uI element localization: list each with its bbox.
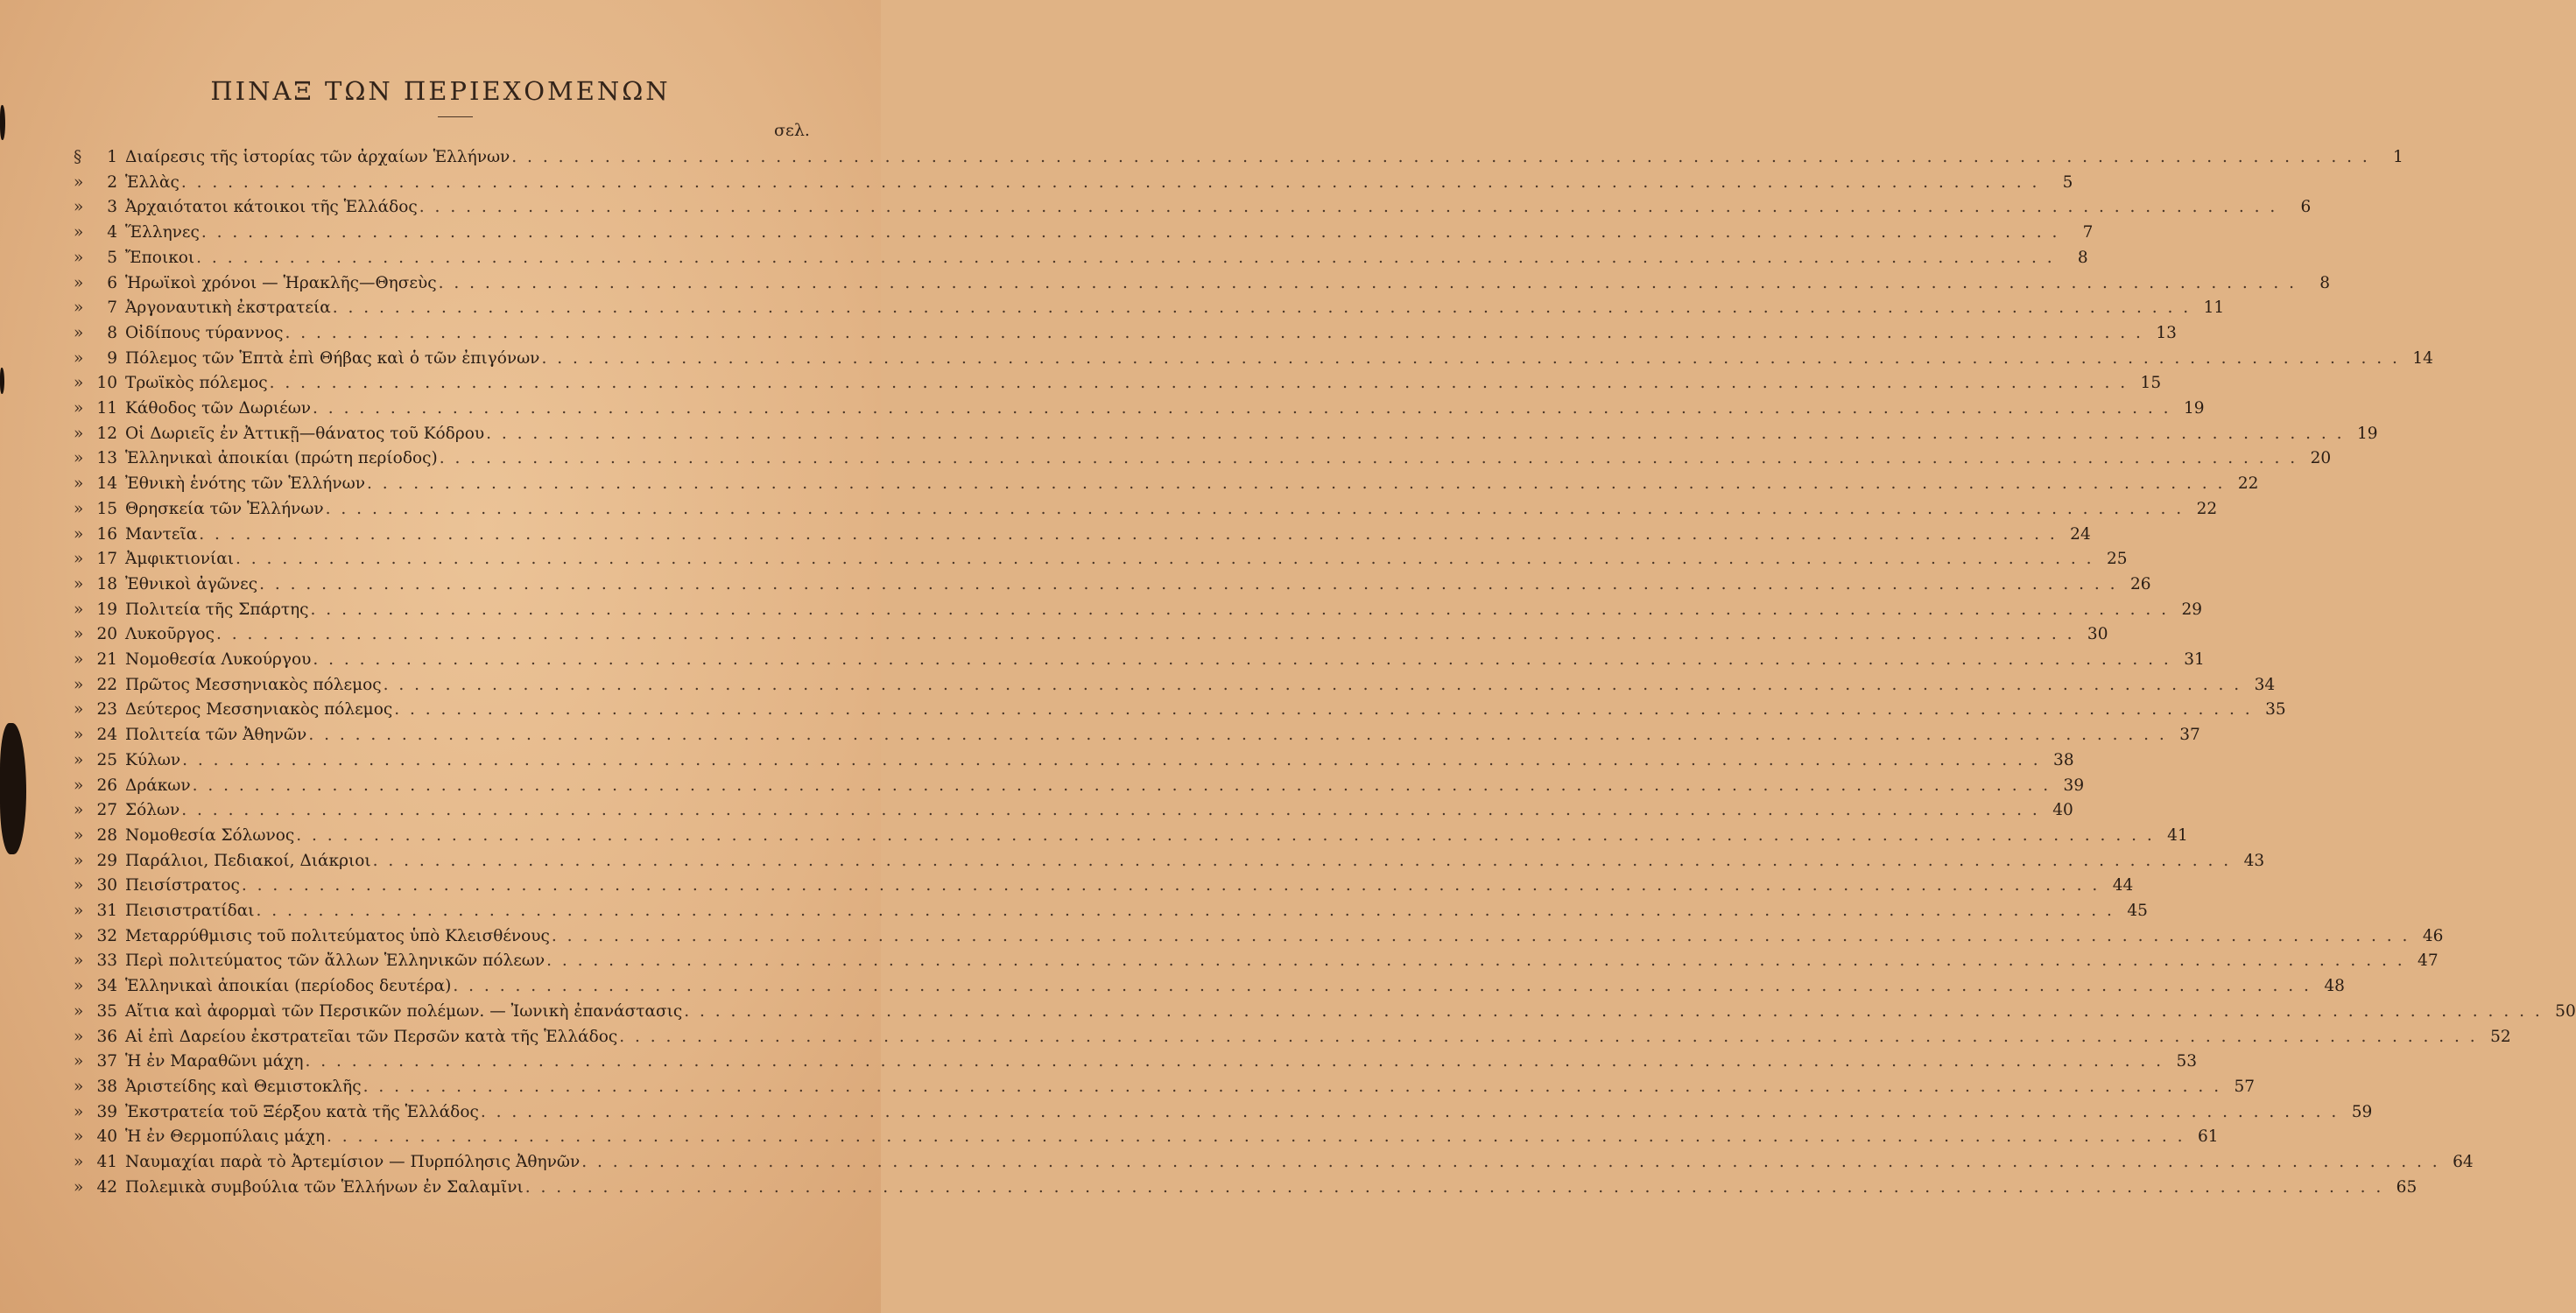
dot-leader: . . . . . . . . . . . . . . . . . . . . . . . . . . . . . . . . . . . . . . . . . . . . . . . . . . . . . . . . . . . . . . . . . . . . . . . . . . . . . . . . . . . . . . . . . . . . . . . . . . . . . . . . . . . . . . . . . . . . . . . . — [362, 1077, 2222, 1096]
toc-entry — [0, 1100, 2373, 1125]
ditto-mark: » — [74, 323, 84, 342]
toc-entry-number: 38 — [96, 1077, 117, 1096]
dot-leader: . . . . . . . . . . . . . . . . . . . . . . . . . . . . . . . . . . . . . . . . . . . . . . . . . . . . . . . . . . . . . . . . . . . . . . . . . . . . . . . . . . . . . . . . . . . . . . . . . . . . . . . . . . . . . . . . . . . . . . . . — [546, 951, 2405, 971]
toc-entry-line — [125, 748, 2074, 773]
toc-entry-page: 5 — [2062, 172, 2073, 192]
toc-entry — [0, 974, 2345, 999]
toc-entry-page: 1 — [2392, 148, 2404, 166]
ditto-mark: » — [74, 700, 84, 720]
toc-entry-title: Ἑλληνικαὶ ἀποικίαι (πρώτη περίοδος) — [125, 449, 438, 468]
toc-entry-number: 13 — [96, 449, 117, 468]
toc-entry-title: Παράλιοι, Πεδιακοί, Διάκριοι — [125, 851, 371, 870]
toc-entry — [0, 446, 2332, 471]
toc-entry-number: 27 — [96, 801, 117, 820]
dot-leader: . . . . . . . . . . . . . . . . . . . . . . . . . . . . . . . . . . . . . . . . . . . . . . . . . . . . . . . . . . . . . . . . . . . . . . . . . . . . . . . . . . . . . . . . . . . . . . . . . . . . . . . . . . . . . . . . . . . . . . . . — [305, 1052, 2164, 1071]
toc-entry-line — [125, 949, 2439, 973]
toc-entry-line — [125, 1176, 2418, 1200]
toc-entry-number: 1 — [107, 148, 117, 166]
ditto-mark: » — [74, 801, 84, 820]
toc-entry — [0, 371, 2162, 396]
toc-entry-title: Πολιτεία τῶν Ἀθηνῶν — [125, 726, 307, 745]
toc-entry-number: 30 — [96, 876, 117, 895]
dot-leader: . . . . . . . . . . . . . . . . . . . . . . . . . . . . . . . . . . . . . . . . . . . . . . . . . . . . . . . . . . . . . . . . . . . . . . . . . . . . . . . . . . . . . . . . . . . . . . . . . . . . . . . . . . . . . . . . . . . . . . . . — [259, 574, 2118, 593]
dot-leader: . . . . . . . . . . . . . . . . . . . . . . . . . . . . . . . . . . . . . . . . . . . . . . . . . . . . . . . . . . . . . . . . . . . . . . . . . . . . . . . . . . . . . . . . . . . . . . . . . . . . . . . . . . . . . . . . . . . . . . . . — [181, 801, 2040, 820]
toc-entry-title: Πόλεμος τῶν Ἑπτὰ ἐπὶ Θήβας καὶ ὁ τῶν ἐπιγόνων — [125, 348, 540, 368]
dot-leader: . . . . . . . . . . . . . . . . . . . . . . . . . . . . . . . . . . . . . . . . . . . . . . . . . . . . . . . . . . . . . . . . . . . . . . . . . . . . . . . . . . . . . . . . . . . . . . . . . . . . . . . . . . . . . . . . . . . . . . . . — [581, 1153, 2440, 1171]
page-damage-stain — [0, 105, 5, 140]
dot-leader: . . . . . . . . . . . . . . . . . . . . . . . . . . . . . . . . . . . . . . . . . . . . . . . . . . . . . . . . . . . . . . . . . . . . . . . . . . . . . . . . . . . . . . . . . . . . . . . . . . . . . . . . . . . . . . . . . . . . . . . . — [684, 1001, 2543, 1021]
dot-leader: . . . . . . . . . . . . . . . . . . . . . . . . . . . . . . . . . . . . . . . . . . . . . . . . . . . . . . . . . . . . . . . . . . . . . . . . . . . . . . . . . . . . . . . . . . . . . . . . . . . . . . . . . . . . . . . . . . . . . . . . — [313, 399, 2171, 418]
toc-entry-page: 30 — [2087, 625, 2108, 644]
toc-entry-line — [125, 572, 2151, 597]
toc-entry — [0, 347, 2433, 371]
dot-leader: . . . . . . . . . . . . . . . . . . . . . . . . . . . . . . . . . . . . . . . . . . . . . . . . . . . . . . . . . . . . . . . . . . . . . . . . . . . . . . . . . . . . . . . . . . . . . . . . . . . . . . . . . . . . . . . . . . . . . . . . — [524, 1177, 2384, 1197]
toc-entry-page: 35 — [2265, 700, 2286, 720]
toc-entry-page: 64 — [2453, 1153, 2474, 1171]
dot-leader: . . . . . . . . . . . . . . . . . . . . . . . . . . . . . . . . . . . . . . . . . . . . . . . . . . . . . . . . . . . . . . . . . . . . . . . . . . . . . . . . . . . . . . . . . . . . . . . . . . . . . . . . . . . . . . . . . . . . . . . . — [269, 374, 2129, 393]
toc-entry-number: 31 — [96, 902, 117, 920]
ditto-mark: » — [74, 524, 84, 544]
ditto-mark: » — [74, 851, 84, 870]
toc-entry-number: 35 — [96, 1001, 117, 1021]
toc-entry-page: 19 — [2183, 399, 2205, 418]
toc-entry-line — [125, 774, 2085, 798]
toc-entry-page: 15 — [2140, 374, 2162, 393]
toc-entry-line — [125, 195, 2312, 220]
toc-entry-page: 22 — [2237, 474, 2259, 494]
ditto-mark: » — [74, 550, 84, 569]
toc-entry-number: 20 — [96, 625, 117, 644]
toc-entry-title: Διαίρεσις τῆς ἱστορίας τῶν ἀρχαίων Ἑλλήνων — [125, 148, 510, 166]
dot-leader: . . . . . . . . . . . . . . . . . . . . . . . . . . . . . . . . . . . . . . . . . . . . . . . . . . . . . . . . . . . . . . . . . . . . . . . . . . . . . . . . . . . . . . . . . . . . . . . . . . . . . . . . . . . . . . . . . . . . . . . . — [486, 424, 2345, 443]
toc-entry-title: Κύλων — [125, 750, 181, 769]
page-title: ΠΙΝΑΞ ΤΩΝ ΠΕΡΙΕΧΟΜΕΝΩΝ — [210, 76, 671, 107]
toc-entry-page: 43 — [2243, 851, 2265, 870]
toc-entry-number: 12 — [96, 424, 117, 443]
toc-entry-title: Αἴτια καὶ ἀφορμαὶ τῶν Περσικῶν πολέμων. — Ἰωνικὴ ἐπανάστασις — [125, 1001, 683, 1021]
toc-entry-line — [125, 698, 2286, 722]
dot-leader: . . . . . . . . . . . . . . . . . . . . . . . . . . . . . . . . . . . . . . . . . . . . . . . . . . . . . . . . . . . . . . . . . . . . . . . . . . . . . . . . . . . . . . . . . . . . . . . . . . . . . . . . . . . . . . . . . . . . . . . . — [439, 449, 2298, 468]
toc-entry-line — [125, 371, 2162, 396]
toc-entry-title: Ἑλλὰς — [125, 172, 179, 192]
toc-entry — [0, 1150, 2474, 1175]
ditto-mark: » — [74, 825, 84, 845]
toc-entry-number: 32 — [96, 926, 117, 945]
toc-entry-page: 52 — [2490, 1027, 2511, 1046]
toc-entry-title: Πεισίστρατος — [125, 876, 240, 895]
toc-entry — [0, 874, 2134, 898]
toc-entry-page: 34 — [2254, 675, 2276, 694]
toc-entry-title: Ἐθνικοὶ ἀγῶνες — [125, 574, 258, 593]
toc-entry-page: 50 — [2555, 1001, 2576, 1021]
toc-entry — [0, 899, 2148, 923]
dot-leader: . . . . . . . . . . . . . . . . . . . . . . . . . . . . . . . . . . . . . . . . . . . . . . . . . . . . . . . . . . . . . . . . . . . . . . . . . . . . . . . . . . . . . . . . . . . . . . . . . . . . . . . . . . . . . . . . . . . . . . . . — [296, 825, 2155, 845]
dot-leader: . . . . . . . . . . . . . . . . . . . . . . . . . . . . . . . . . . . . . . . . . . . . . . . . . . . . . . . . . . . . . . . . . . . . . . . . . . . . . . . . . . . . . . . . . . . . . . . . . . . . . . . . . . . . . . . . . . . . . . . . — [182, 750, 2041, 769]
toc-entry-number: 41 — [96, 1153, 117, 1171]
toc-entry-line — [125, 723, 2200, 748]
toc-entry-number: 17 — [96, 550, 117, 569]
ditto-mark: » — [74, 726, 84, 745]
toc-entry-page: 39 — [2063, 776, 2085, 795]
toc-entry-line — [125, 171, 2073, 195]
dot-leader: . . . . . . . . . . . . . . . . . . . . . . . . . . . . . . . . . . . . . . . . . . . . . . . . . . . . . . . . . . . . . . . . . . . . . . . . . . . . . . . . . . . . . . . . . . . . . . . . . . . . . . . . . . . . . . . . . . . . . . . . — [383, 675, 2242, 694]
toc-entry-title: Ἐθνικὴ ἑνότης τῶν Ἑλλήνων — [125, 474, 365, 494]
toc-entry-number: 37 — [96, 1052, 117, 1071]
toc-entry-title: Ἀριστείδης καὶ Θεμιστοκλῆς — [125, 1077, 362, 1096]
toc-entry-page: 44 — [2112, 876, 2134, 895]
toc-entry — [0, 497, 2218, 522]
toc-entry-number: 16 — [96, 524, 117, 544]
toc-entry-line — [125, 924, 2444, 949]
toc-entry-number: 9 — [107, 348, 117, 368]
toc-entry-title: Οἱ Δωριεῖς ἐν Ἀττικῇ—θάνατος τοῦ Κόδρου — [125, 424, 485, 443]
toc-entry-line — [125, 1000, 2576, 1024]
ditto-mark: » — [74, 574, 84, 593]
toc-entry-number: 5 — [107, 248, 117, 267]
ditto-mark: » — [74, 1177, 84, 1197]
toc-entry — [0, 422, 2378, 446]
dot-leader: . . . . . . . . . . . . . . . . . . . . . . . . . . . . . . . . . . . . . . . . . . . . . . . . . . . . . . . . . . . . . . . . . . . . . . . . . . . . . . . . . . . . . . . . . . . . . . . . . . . . . . . . . . . . . . . . . . . . . . . . — [325, 499, 2185, 518]
toc-entry-number: 34 — [96, 977, 117, 996]
dot-leader: . . . . . . . . . . . . . . . . . . . . . . . . . . . . . . . . . . . . . . . . . . . . . . . . . . . . . . . . . . . . . . . . . . . . . . . . . . . . . . . . . . . . . . . . . . . . . . . . . . . . . . . . . . . . . . . . . . . . . . . . — [285, 323, 2143, 342]
toc-entry-line — [125, 1075, 2256, 1099]
toc-entry-title: Ἡ ἐν Μαραθῶνι μάχη — [125, 1052, 304, 1071]
toc-entry-title: Ἀρχαιότατοι κάτοικοι τῆς Ἑλλάδος — [125, 198, 418, 217]
toc-entry-page: 22 — [2196, 499, 2218, 518]
toc-entry-title: Περὶ πολιτεύματος τῶν ἄλλων Ἑλληνικῶν πόλεων — [125, 951, 545, 971]
toc-entry-title: Ἕλληνες — [125, 223, 200, 242]
ditto-mark: » — [74, 1027, 84, 1046]
ditto-mark: » — [74, 675, 84, 694]
toc-entry — [0, 271, 2331, 296]
ditto-mark: » — [74, 977, 84, 996]
toc-entry — [0, 723, 2200, 748]
toc-entry-page: 14 — [2412, 348, 2433, 368]
ditto-mark: » — [74, 449, 84, 468]
toc-entry-line — [125, 446, 2332, 471]
toc-entry — [0, 748, 2074, 773]
toc-entry-number: 6 — [107, 273, 117, 292]
toc-entry-page: 53 — [2176, 1052, 2197, 1071]
toc-entry-title: Τρωϊκὸς πόλεμος — [125, 374, 268, 393]
toc-entry-number: 26 — [96, 776, 117, 795]
toc-entry-number: 21 — [96, 650, 117, 669]
toc-entry-page: 24 — [2070, 524, 2091, 544]
toc-entry-line — [125, 874, 2134, 898]
dot-leader: . . . . . . . . . . . . . . . . . . . . . . . . . . . . . . . . . . . . . . . . . . . . . . . . . . . . . . . . . . . . . . . . . . . . . . . . . . . . . . . . . . . . . . . . . . . . . . . . . . . . . . . . . . . . . . . . . . . . . . . . — [313, 650, 2171, 669]
toc-entry-page: 57 — [2234, 1077, 2256, 1096]
toc-entry — [0, 1000, 2576, 1024]
toc-entry — [0, 221, 2094, 245]
dot-leader: . . . . . . . . . . . . . . . . . . . . . . . . . . . . . . . . . . . . . . . . . . . . . . . . . . . . . . . . . . . . . . . . . . . . . . . . . . . . . . . . . . . . . . . . . . . . . . . . . . . . . . . . . . . . . . . . . . . . . . . . — [480, 1102, 2340, 1121]
dot-leader: . . . . . . . . . . . . . . . . . . . . . . . . . . . . . . . . . . . . . . . . . . . . . . . . . . . . . . . . . . . . . . . . . . . . . . . . . . . . . . . . . . . . . . . . . . . . . . . . . . . . . . . . . . . . . . . . . . . . . . . . — [196, 248, 2055, 267]
ditto-mark: » — [74, 951, 84, 971]
toc-entry-line — [125, 824, 2188, 848]
toc-entry-number: 11 — [96, 399, 117, 418]
toc-entry — [0, 1025, 2511, 1050]
toc-entry-number: 14 — [96, 474, 117, 494]
toc-entry-number: 3 — [107, 198, 117, 217]
toc-entry-page: 20 — [2310, 449, 2332, 468]
dot-leader: . . . . . . . . . . . . . . . . . . . . . . . . . . . . . . . . . . . . . . . . . . . . . . . . . . . . . . . . . . . . . . . . . . . . . . . . . . . . . . . . . . . . . . . . . . . . . . . . . . . . . . . . . . . . . . . . . . . . . . . . — [366, 474, 2226, 494]
toc-entry-line — [125, 648, 2205, 672]
ditto-mark: » — [74, 273, 84, 292]
toc-entry — [0, 673, 2276, 698]
toc-entry — [0, 171, 2073, 195]
toc-entry-number: 33 — [96, 951, 117, 971]
toc-entry — [0, 648, 2205, 672]
toc-entry — [0, 472, 2259, 496]
ditto-mark: » — [74, 223, 84, 242]
dot-leader: . . . . . . . . . . . . . . . . . . . . . . . . . . . . . . . . . . . . . . . . . . . . . . . . . . . . . . . . . . . . . . . . . . . . . . . . . . . . . . . . . . . . . . . . . . . . . . . . . . . . . . . . . . . . . . . . . . . . . . . . — [199, 524, 2058, 544]
toc-entry-page: 48 — [2324, 977, 2345, 996]
toc-entry-page: 13 — [2156, 323, 2177, 342]
toc-entry-line — [125, 547, 2128, 572]
ditto-mark: » — [74, 374, 84, 393]
toc-entry-number: 4 — [107, 223, 117, 242]
toc-entry-number: 39 — [96, 1102, 117, 1121]
toc-entry-title: Ἐκστρατεία τοῦ Ξέρξου κατὰ τῆς Ἑλλάδος — [125, 1102, 479, 1121]
ditto-mark: » — [74, 248, 84, 267]
toc-entry — [0, 1176, 2418, 1200]
toc-entry-page: 37 — [2179, 726, 2200, 745]
toc-entry-page: 46 — [2422, 926, 2444, 945]
toc-entry-title: Μεταρρύθμισις τοῦ πολιτεύματος ὑπὸ Κλεισθένους — [125, 926, 550, 945]
toc-entry-line — [125, 347, 2433, 371]
toc-entry-number: 19 — [96, 600, 117, 619]
toc-entry — [0, 598, 2203, 622]
toc-entry-title: Κάθοδος τῶν Δωριέων — [125, 399, 312, 418]
dot-leader: . . . . . . . . . . . . . . . . . . . . . . . . . . . . . . . . . . . . . . . . . . . . . . . . . . . . . . . . . . . . . . . . . . . . . . . . . . . . . . . . . . . . . . . . . . . . . . . . . . . . . . . . . . . . . . . . . . . . . . . . — [310, 600, 2170, 619]
toc-entry-title: Θρησκεία τῶν Ἑλλήνων — [125, 499, 324, 518]
section-symbol: § — [74, 148, 82, 166]
toc-entry — [0, 397, 2205, 421]
toc-entry-title: Πεισιστρατίδαι — [125, 902, 255, 920]
toc-entry-line — [125, 321, 2177, 346]
ditto-mark: » — [74, 1153, 84, 1171]
toc-entry-line — [125, 523, 2091, 547]
toc-entry — [0, 949, 2439, 973]
toc-entry — [0, 321, 2177, 346]
toc-entry — [0, 145, 2404, 170]
toc-entry-page: 6 — [2300, 198, 2312, 217]
toc-entry — [0, 547, 2128, 572]
dot-leader: . . . . . . . . . . . . . . . . . . . . . . . . . . . . . . . . . . . . . . . . . . . . . . . . . . . . . . . . . . . . . . . . . . . . . . . . . . . . . . . . . . . . . . . . . . . . . . . . . . . . . . . . . . . . . . . . . . . . . . . . — [372, 851, 2232, 870]
ditto-mark: » — [74, 348, 84, 368]
page-column-header: σελ. — [774, 121, 810, 140]
toc-entry — [0, 924, 2444, 949]
toc-entry-page: 38 — [2053, 750, 2074, 769]
dot-leader: . . . . . . . . . . . . . . . . . . . . . . . . . . . . . . . . . . . . . . . . . . . . . . . . . . . . . . . . . . . . . . . . . . . . . . . . . . . . . . . . . . . . . . . . . . . . . . . . . . . . . . . . . . . . . . . . . . . . . . . . — [419, 198, 2278, 217]
toc-entry-line — [125, 145, 2404, 170]
dot-leader: . . . . . . . . . . . . . . . . . . . . . . . . . . . . . . . . . . . . . . . . . . . . . . . . . . . . . . . . . . . . . . . . . . . . . . . . . . . . . . . . . . . . . . . . . . . . . . . . . . . . . . . . . . . . . . . . . . . . . . . . — [619, 1027, 2478, 1046]
dot-leader: . . . . . . . . . . . . . . . . . . . . . . . . . . . . . . . . . . . . . . . . . . . . . . . . . . . . . . . . . . . . . . . . . . . . . . . . . . . . . . . . . . . . . . . . . . . . . . . . . . . . . . . . . . . . . . . . . . . . . . . . — [511, 148, 2370, 166]
toc-entry-number: 10 — [96, 374, 117, 393]
toc-entry-title: Πρῶτος Μεσσηνιακὸς πόλεμος — [125, 675, 382, 694]
ditto-mark: » — [74, 1001, 84, 1021]
toc-entry-page: 65 — [2396, 1177, 2418, 1197]
toc-entry-title: Σόλων — [125, 801, 180, 820]
toc-entry-line — [125, 1150, 2474, 1175]
dot-leader: . . . . . . . . . . . . . . . . . . . . . . . . . . . . . . . . . . . . . . . . . . . . . . . . . . . . . . . . . . . . . . . . . . . . . . . . . . . . . . . . . . . . . . . . . . . . . . . . . . . . . . . . . . . . . . . . . . . . . . . . — [453, 977, 2312, 996]
toc-entry — [0, 1075, 2256, 1099]
toc-entry-page: 47 — [2418, 951, 2439, 971]
toc-entry-page: 29 — [2181, 600, 2203, 619]
toc-entry-title: Ἡ ἐν Θερμοπύλαις μάχη — [125, 1127, 326, 1147]
ditto-mark: » — [74, 424, 84, 443]
ditto-mark: » — [74, 1102, 84, 1121]
ditto-mark: » — [74, 1077, 84, 1096]
dot-leader: . . . . . . . . . . . . . . . . . . . . . . . . . . . . . . . . . . . . . . . . . . . . . . . . . . . . . . . . . . . . . . . . . . . . . . . . . . . . . . . . . . . . . . . . . . . . . . . . . . . . . . . . . . . . . . . . . . . . . . . . — [438, 273, 2298, 292]
dot-leader: . . . . . . . . . . . . . . . . . . . . . . . . . . . . . . . . . . . . . . . . . . . . . . . . . . . . . . . . . . . . . . . . . . . . . . . . . . . . . . . . . . . . . . . . . . . . . . . . . . . . . . . . . . . . . . . . . . . . . . . . — [394, 700, 2253, 720]
toc-entry — [0, 824, 2188, 848]
toc-entry-line — [125, 622, 2108, 647]
toc-entry-line — [125, 221, 2094, 245]
toc-entry-number: 36 — [96, 1027, 117, 1046]
toc-entry-page: 40 — [2052, 801, 2073, 820]
toc-entry — [0, 246, 2088, 270]
toc-entry-page: 25 — [2106, 550, 2128, 569]
ditto-mark: » — [74, 1052, 84, 1071]
ditto-mark: » — [74, 298, 84, 318]
toc-entry-title: Δράκων — [125, 776, 191, 795]
toc-entry-number: 8 — [107, 323, 117, 342]
toc-entry-title: Λυκοῦργος — [125, 625, 215, 644]
toc-entry — [0, 296, 2225, 320]
toc-entry-title: Ἔποικοι — [125, 248, 195, 267]
dot-leader: . . . . . . . . . . . . . . . . . . . . . . . . . . . . . . . . . . . . . . . . . . . . . . . . . . . . . . . . . . . . . . . . . . . . . . . . . . . . . . . . . . . . . . . . . . . . . . . . . . . . . . . . . . . . . . . . . . . . . . . . — [192, 776, 2052, 795]
dot-leader: . . . . . . . . . . . . . . . . . . . . . . . . . . . . . . . . . . . . . . . . . . . . . . . . . . . . . . . . . . . . . . . . . . . . . . . . . . . . . . . . . . . . . . . . . . . . . . . . . . . . . . . . . . . . . . . . . . . . . . . . — [327, 1127, 2185, 1147]
toc-entry-title: Ἑλληνικαὶ ἀποικίαι (περίοδος δευτέρα) — [125, 977, 452, 996]
toc-entry-line — [125, 246, 2088, 270]
toc-entry-title: Δεύτερος Μεσσηνιακὸς πόλεμος — [125, 700, 393, 720]
toc-entry-number: 23 — [96, 700, 117, 720]
toc-entry-page: 26 — [2130, 574, 2151, 593]
toc-entry — [0, 1050, 2197, 1074]
toc-entry-title: Αἱ ἐπὶ Δαρείου ἐκστρατεῖαι τῶν Περσῶν κατὰ τῆς Ἑλλάδος — [125, 1027, 618, 1046]
toc-entry-line — [125, 397, 2205, 421]
dot-leader: . . . . . . . . . . . . . . . . . . . . . . . . . . . . . . . . . . . . . . . . . . . . . . . . . . . . . . . . . . . . . . . . . . . . . . . . . . . . . . . . . . . . . . . . . . . . . . . . . . . . . . . . . . . . . . . . . . . . . . . . — [241, 876, 2101, 895]
toc-entry-title: Μαντεῖα — [125, 524, 198, 544]
toc-entry-number: 29 — [96, 851, 117, 870]
toc-entry-title: Νομοθεσία Λυκούργου — [125, 650, 312, 669]
ditto-mark: » — [74, 625, 84, 644]
toc-entry-title: Ἡρωϊκοὶ χρόνοι — Ἡρακλῆς—Θησεὺς — [125, 273, 437, 292]
toc-entry-title: Νομοθεσία Σόλωνος — [125, 825, 295, 845]
ditto-mark: » — [74, 650, 84, 669]
title-divider — [438, 116, 473, 117]
toc-entry-page: 8 — [2077, 248, 2088, 267]
toc-entry-page: 11 — [2203, 298, 2225, 318]
toc-entry-title: Οἰδίπους τύραννος — [125, 323, 284, 342]
toc-entry-line — [125, 673, 2276, 698]
toc-entry — [0, 849, 2265, 874]
toc-entry-line — [125, 1125, 2219, 1149]
toc-entry-line — [125, 422, 2378, 446]
ditto-mark: » — [74, 399, 84, 418]
toc-entry-number: 24 — [96, 726, 117, 745]
toc-entry-title: Πολεμικὰ συμβούλια τῶν Ἑλλήνων ἐν Σαλαμῖνι — [125, 1177, 524, 1197]
toc-entry-title: Πολιτεία τῆς Σπάρτης — [125, 600, 309, 619]
dot-leader: . . . . . . . . . . . . . . . . . . . . . . . . . . . . . . . . . . . . . . . . . . . . . . . . . . . . . . . . . . . . . . . . . . . . . . . . . . . . . . . . . . . . . . . . . . . . . . . . . . . . . . . . . . . . . . . . . . . . . . . . — [180, 172, 2040, 192]
ditto-mark: » — [74, 1127, 84, 1147]
toc-entry — [0, 774, 2085, 798]
toc-entry-number: 18 — [96, 574, 117, 593]
toc-entry-number: 15 — [96, 499, 117, 518]
toc-entry-line — [125, 798, 2073, 823]
ditto-mark: » — [74, 474, 84, 494]
toc-entry-line — [125, 974, 2345, 999]
toc-entry-page: 61 — [2197, 1127, 2219, 1147]
toc-entry — [0, 572, 2151, 597]
toc-entry — [0, 195, 2312, 220]
toc-entry-page: 7 — [2082, 223, 2094, 242]
toc-entry-number: 40 — [96, 1127, 117, 1147]
toc-entry-page: 45 — [2127, 902, 2148, 920]
toc-entry-line — [125, 1050, 2197, 1074]
ditto-mark: » — [74, 172, 84, 192]
toc-entry-page: 31 — [2184, 650, 2205, 669]
toc-entry-line — [125, 497, 2218, 522]
ditto-mark: » — [74, 876, 84, 895]
dot-leader: . . . . . . . . . . . . . . . . . . . . . . . . . . . . . . . . . . . . . . . . . . . . . . . . . . . . . . . . . . . . . . . . . . . . . . . . . . . . . . . . . . . . . . . . . . . . . . . . . . . . . . . . . . . . . . . . . . . . . . . . — [256, 902, 2115, 920]
ditto-mark: » — [74, 198, 84, 217]
dot-leader: . . . . . . . . . . . . . . . . . . . . . . . . . . . . . . . . . . . . . . . . . . . . . . . . . . . . . . . . . . . . . . . . . . . . . . . . . . . . . . . . . . . . . . . . . . . . . . . . . . . . . . . . . . . . . . . . . . . . . . . . — [541, 348, 2400, 368]
dot-leader: . . . . . . . . . . . . . . . . . . . . . . . . . . . . . . . . . . . . . . . . . . . . . . . . . . . . . . . . . . . . . . . . . . . . . . . . . . . . . . . . . . . . . . . . . . . . . . . . . . . . . . . . . . . . . . . . . . . . . . . . — [551, 926, 2411, 945]
toc-entry-line — [125, 296, 2225, 320]
toc-entry-title: Ἀμφικτιονίαι — [125, 550, 235, 569]
toc-entry-title: Ναυμαχίαι παρὰ τὸ Ἀρτεμίσιον — Πυρπόλησις Ἀθηνῶν — [125, 1153, 581, 1171]
toc-entry-line — [125, 899, 2148, 923]
toc-entry-line — [125, 1025, 2511, 1050]
dot-leader: . . . . . . . . . . . . . . . . . . . . . . . . . . . . . . . . . . . . . . . . . . . . . . . . . . . . . . . . . . . . . . . . . . . . . . . . . . . . . . . . . . . . . . . . . . . . . . . . . . . . . . . . . . . . . . . . . . . . . . . . — [332, 298, 2192, 318]
toc-entry-number: 28 — [96, 825, 117, 845]
toc-entry-number: 42 — [96, 1177, 117, 1197]
toc-entry-line — [125, 598, 2203, 622]
dot-leader: . . . . . . . . . . . . . . . . . . . . . . . . . . . . . . . . . . . . . . . . . . . . . . . . . . . . . . . . . . . . . . . . . . . . . . . . . . . . . . . . . . . . . . . . . . . . . . . . . . . . . . . . . . . . . . . . . . . . . . . . — [236, 550, 2094, 569]
ditto-mark: » — [74, 600, 84, 619]
toc-entry-line — [125, 1100, 2373, 1125]
ditto-mark: » — [74, 902, 84, 920]
toc-entry — [0, 622, 2108, 647]
toc-entry — [0, 523, 2091, 547]
dot-leader: . . . . . . . . . . . . . . . . . . . . . . . . . . . . . . . . . . . . . . . . . . . . . . . . . . . . . . . . . . . . . . . . . . . . . . . . . . . . . . . . . . . . . . . . . . . . . . . . . . . . . . . . . . . . . . . . . . . . . . . . — [216, 625, 2075, 644]
ditto-mark: » — [74, 750, 84, 769]
toc-entry-page: 8 — [2319, 273, 2331, 292]
toc-entry-page: 41 — [2167, 825, 2188, 845]
toc-entry-line — [125, 472, 2259, 496]
toc-entry-number: 25 — [96, 750, 117, 769]
toc-entry-line — [125, 271, 2331, 296]
ditto-mark: » — [74, 776, 84, 795]
toc-entry-page: 19 — [2357, 424, 2378, 443]
toc-entry — [0, 798, 2073, 823]
toc-entry-line — [125, 849, 2265, 874]
toc-entry — [0, 698, 2286, 722]
toc-entry-number: 7 — [107, 298, 117, 318]
toc-entry-page: 59 — [2351, 1102, 2373, 1121]
toc-entry-title: Ἀργοναυτικὴ ἐκστρατεία — [125, 298, 331, 318]
toc-entry-number: 22 — [96, 675, 117, 694]
toc-entry — [0, 1125, 2219, 1149]
ditto-mark: » — [74, 499, 84, 518]
ditto-mark: » — [74, 926, 84, 945]
dot-leader: . . . . . . . . . . . . . . . . . . . . . . . . . . . . . . . . . . . . . . . . . . . . . . . . . . . . . . . . . . . . . . . . . . . . . . . . . . . . . . . . . . . . . . . . . . . . . . . . . . . . . . . . . . . . . . . . . . . . . . . . — [201, 223, 2060, 242]
toc-entry-number: 2 — [107, 172, 117, 192]
dot-leader: . . . . . . . . . . . . . . . . . . . . . . . . . . . . . . . . . . . . . . . . . . . . . . . . . . . . . . . . . . . . . . . . . . . . . . . . . . . . . . . . . . . . . . . . . . . . . . . . . . . . . . . . . . . . . . . . . . . . . . . . — [308, 726, 2167, 745]
